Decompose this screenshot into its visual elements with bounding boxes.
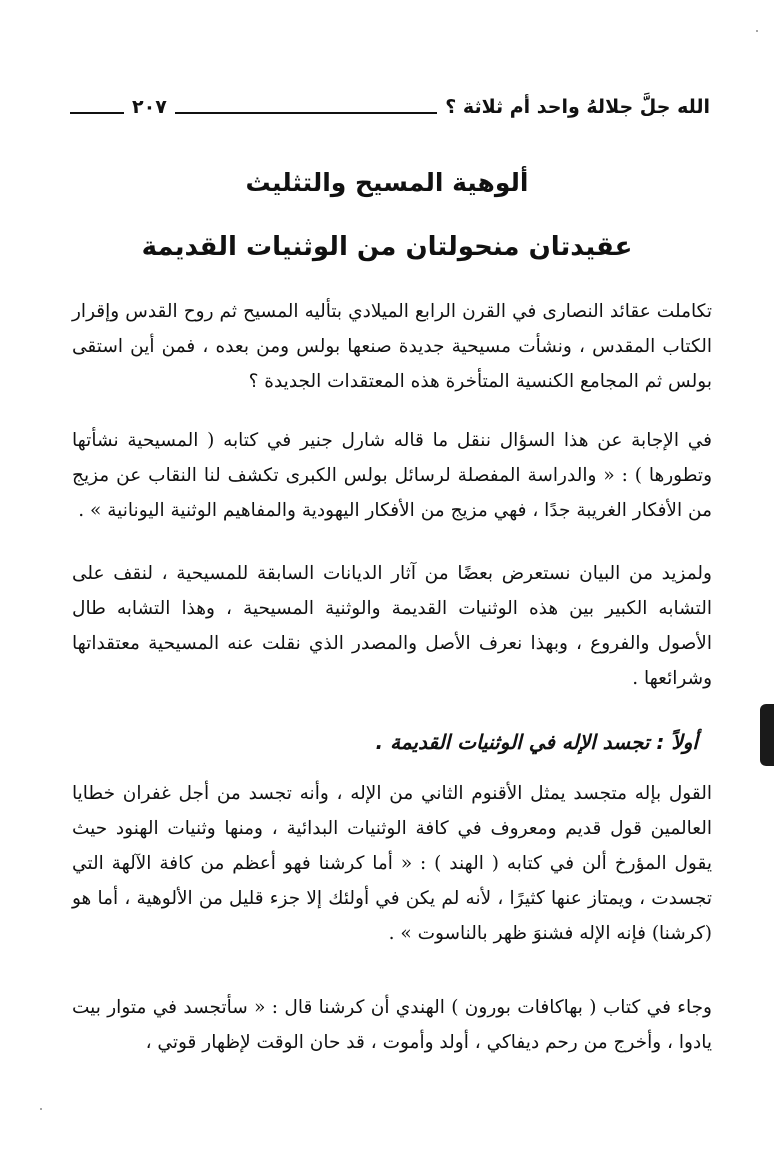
chapter-subtitle: عقيدتان منحولتان من الوثنيات القديمة bbox=[141, 232, 633, 262]
paragraph-5: وجاء في كتاب ( بهاكافات بورون ) الهندي أن كرشنا قال : « سأتجسد في متوار بيت يادوا ، وأخرج من رحم ديفاكي ، أولد وأموت ، قد حان الوقت لإظهار قوتي ، bbox=[72, 997, 712, 1053]
paragraph-4: القول بإله متجسد يمثل الأقنوم الثاني من الإله ، وأنه تجسد من أجل غفران خطايا العالمين قول قديم ومعروف في كافة الوثنيات البدائية ، ومنها وثنيات الهنود حيث يقول المؤرخ ألن في كتابه ( الهند ) : « أما كرشنا فهو أعظم من كافة الآلهة التي تجسدت ، ويمتاز عنها كثيرًا ، لأنه لم يكن في أولئك إلا جزء قليل من الألوهية ، أما هو (كرشنا) فإنه الإله فشنوَ ظهر بالناسوت » . bbox=[72, 783, 712, 944]
speck bbox=[40, 1108, 42, 1110]
page-edge-tab bbox=[760, 704, 774, 766]
speck bbox=[756, 30, 758, 32]
page-number: ٢٠٧ bbox=[132, 96, 167, 118]
paragraph-1: تكاملت عقائد النصارى في القرن الرابع الميلادي بتأليه المسيح ثم روح القدس وإقرار الكتاب المقدس ، ونشأت مسيحية جديدة صنعها بولس ومن بعده ، فمن أين استقى بولس ثم المجامع الكنسية المتأخرة هذه المعتقدات الجديدة ؟ bbox=[72, 301, 712, 392]
section-heading: أولاً : تجسد الإله في الوثنيات القديمة . bbox=[375, 730, 698, 754]
running-header bbox=[70, 90, 710, 124]
paragraph-2: في الإجابة عن هذا السؤال ننقل ما قاله شارل جنير في كتابه ( المسيحية نشأتها وتطورها ) : « والدراسة المفصلة لرسائل بولس الكبرى تكشف لنا النقاب عن مزيج من الأفكار الغريبة جدًا ، فهي مزيج من الأفكار اليهودية والمفاهيم الوثنية اليونانية » . bbox=[72, 430, 712, 521]
chapter-title: ألوهية المسيح والتثليث bbox=[245, 168, 529, 197]
running-title: الله جلَّ جلالهُ واحد أم ثلاثة ؟ bbox=[445, 96, 710, 118]
header-rule bbox=[175, 112, 437, 114]
header-rule-tail bbox=[70, 112, 124, 114]
paragraph-3: ولمزيد من البيان نستعرض بعضًا من آثار الديانات السابقة للمسيحية ، لنقف على التشابه الكبير بين هذه الوثنيات القديمة والوثنية المسيحية ، وهذا التشابه طال الأصول والفروع ، وبهذا نعرف الأصل والمصدر الذي نقلت عنه المسيحية معتقداتها وشرائعها . bbox=[72, 563, 712, 689]
